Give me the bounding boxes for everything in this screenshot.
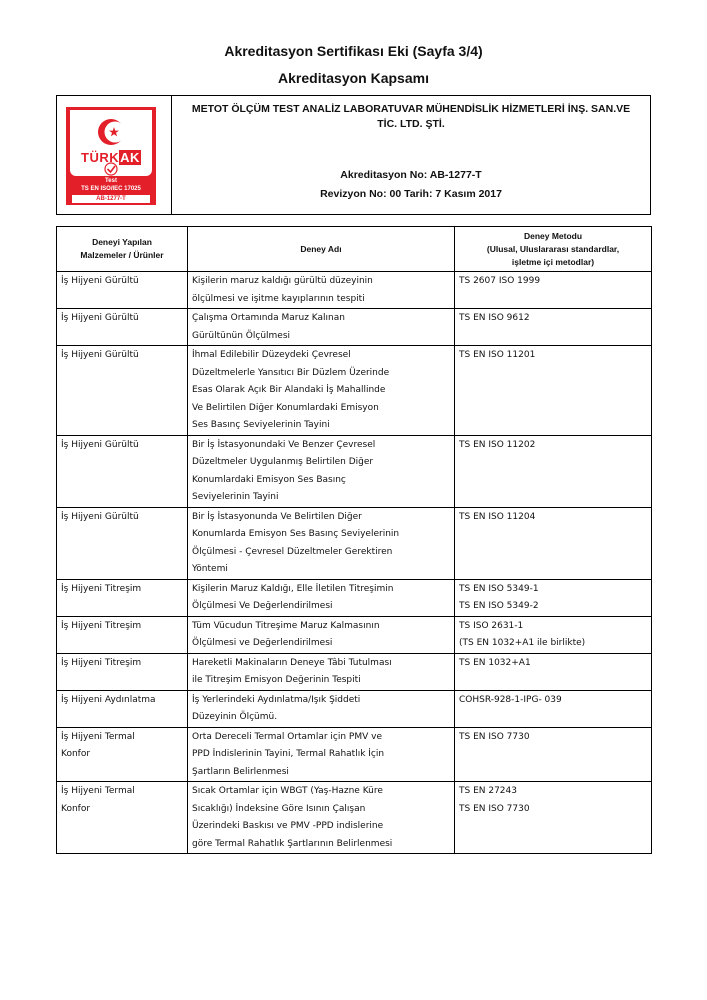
header-test-name: Deney Adı xyxy=(188,227,455,272)
test-name-cell xyxy=(188,653,455,690)
test-name-cell-line: Konumlarda Emisyon Ses Basınç Seviyelerinin xyxy=(192,529,400,539)
material-cell xyxy=(57,346,188,436)
test-name-cell-line: Düzeltmeler Uygulanmış Belirtilen Diğer xyxy=(192,457,374,467)
test-method-cell-line: TS ISO 2631-1 xyxy=(459,620,524,631)
test-name-cell-line: göre Termal Rahatlık Şartlarının Belirlenmesi xyxy=(192,838,393,849)
test-name-cell-line: Yöntemi xyxy=(192,564,228,574)
material-cell-line: İş Hijyeni Titreşim xyxy=(61,620,142,631)
test-name-cell-line: İş Yerlerindeki Aydınlatma/Işık Şiddeti xyxy=(192,694,361,705)
test-method-cell-line: TS EN ISO 11204 xyxy=(459,511,536,522)
material-cell-line: İş Hijyeni Gürültü xyxy=(61,276,139,286)
test-name-cell-line: Sıcaklığı) İndeksine Göre Isının Çalışan xyxy=(192,803,366,814)
test-name-cell xyxy=(188,690,455,727)
table-row xyxy=(57,690,652,727)
logo-cell xyxy=(57,96,172,214)
test-method-cell xyxy=(455,690,652,727)
material-cell-line: İş Hijyeni Termal xyxy=(61,786,135,796)
material-cell xyxy=(57,727,188,782)
test-name-cell-line: Ölçülmesi ve Değerlendirilmesi xyxy=(192,638,333,648)
test-method-cell xyxy=(455,346,652,436)
header-test-method: Deney Metodu (Ulusal, Uluslararası standardlar, işletme içi metodlar) xyxy=(455,227,652,272)
logo-badge xyxy=(70,110,152,176)
test-name-cell-line: Orta Dereceli Termal Ortamlar için PMV ve xyxy=(192,731,382,742)
logo-brand: TÜRKAK xyxy=(81,150,140,165)
test-name-cell-line: Bir İş İstasyonundaki Ve Benzer Çevresel xyxy=(192,439,376,450)
test-method-cell xyxy=(455,616,652,653)
test-name-cell-line: İhmal Edilebilir Düzeydeki Çevresel xyxy=(192,350,351,360)
test-method-cell-line: TS 2607 ISO 1999 xyxy=(459,276,541,286)
table-row xyxy=(57,309,652,346)
logo-line-accreditation: AB-1277-T xyxy=(72,195,150,203)
test-name-cell-line: Kişilerin Maruz Kaldığı, Elle İletilen Titreşimin xyxy=(192,583,394,594)
material-cell-line: İş Hijyeni Gürültü xyxy=(61,313,139,323)
table-row xyxy=(57,653,652,690)
test-name-cell xyxy=(188,309,455,346)
material-cell-line: İş Hijyeni Titreşim xyxy=(61,657,142,668)
test-name-cell-line: Esas Olarak Açık Bir Alandaki İş Mahallinde xyxy=(192,385,386,395)
table-row xyxy=(57,346,652,436)
test-name-cell xyxy=(188,507,455,579)
test-name-cell-line: ile Titreşim Emisyon Değerinin Tespiti xyxy=(192,675,361,685)
test-name-cell-line: Düzeltmelerle Yansıtıcı Bir Düzlem Üzerinde xyxy=(192,367,390,378)
test-name-cell-line: Şartların Belirlenmesi xyxy=(192,766,289,777)
material-cell xyxy=(57,653,188,690)
table-row xyxy=(57,727,652,782)
test-name-cell xyxy=(188,579,455,616)
test-name-cell-line: Sıcak Ortamlar için WBGT (Yaş-Hazne Küre xyxy=(192,786,383,796)
material-cell-line: İş Hijyeni Aydınlatma xyxy=(61,694,156,705)
test-method-cell-line: TS EN ISO 5349-2 xyxy=(459,601,539,611)
logo-line-test: Test xyxy=(105,178,117,184)
test-name-cell-line: Üzerindeki Baskısı ve PMV -PPD indislerine xyxy=(192,821,384,831)
test-name-cell-line: Ölçülmesi Ve Değerlendirilmesi xyxy=(192,601,333,611)
material-cell-line: İş Hijyeni Titreşim xyxy=(61,583,142,594)
material-cell-line: İş Hijyeni Gürültü xyxy=(61,511,139,522)
accreditation-number: Akreditasyon No: AB-1277-T xyxy=(340,169,482,181)
test-name-cell-line: Çalışma Ortamında Maruz Kalınan xyxy=(192,313,345,323)
page-title: Akreditasyon Sertifikası Eki (Sayfa 3/4) xyxy=(224,43,483,59)
test-method-cell-line: (TS EN 1032+A1 ile birlikte) xyxy=(459,638,586,648)
material-cell xyxy=(57,616,188,653)
table-row xyxy=(57,272,652,309)
material-cell-line: Konfor xyxy=(61,749,91,759)
test-name-cell-line: Kişilerin maruz kaldığı gürültü düzeyinin xyxy=(192,276,373,286)
table-row xyxy=(57,616,652,653)
accreditation-scope-table xyxy=(56,226,652,854)
material-cell-line: İş Hijyeni Gürültü xyxy=(61,439,139,450)
company-name: METOT ÖLÇÜM TEST ANALİZ LABORATUVAR MÜHENDİSLİK HİZMETLERİ İNŞ. SAN.VE TİC. LTD. ŞTİ. xyxy=(191,103,631,130)
test-method-cell xyxy=(455,727,652,782)
material-cell-line: İş Hijyeni Gürültü xyxy=(61,350,139,360)
test-name-cell xyxy=(188,435,455,507)
certificate-header xyxy=(56,95,651,215)
test-method-cell-line: TS EN ISO 11202 xyxy=(459,439,536,450)
test-method-cell-line: TS EN ISO 7730 xyxy=(459,731,530,742)
material-cell xyxy=(57,435,188,507)
test-name-cell-line: ölçülmesi ve işitme kayıplarının tespiti xyxy=(192,293,365,304)
test-name-cell xyxy=(188,727,455,782)
test-method-cell xyxy=(455,579,652,616)
crescent-star-icon xyxy=(70,110,152,150)
test-name-cell-line: Konumlardaki Emisyon Ses Basınç xyxy=(192,474,346,485)
test-name-cell-line: Hareketli Makinaların Deneye Tâbi Tutulması xyxy=(192,657,392,668)
test-name-cell xyxy=(188,616,455,653)
test-method-cell xyxy=(455,309,652,346)
test-name-cell xyxy=(188,272,455,309)
test-name-cell-line: Ölçülmesi - Çevresel Düzeltmeler Gerektiren xyxy=(192,546,393,557)
material-cell xyxy=(57,507,188,579)
test-name-cell xyxy=(188,782,455,854)
table-header-row xyxy=(57,227,652,272)
material-cell-line: Konfor xyxy=(61,803,91,814)
test-name-cell-line: Ve Belirtilen Diğer Konumlardaki Emisyon xyxy=(192,402,379,413)
test-name-cell-line: Ses Basınç Seviyelerinin Tayini xyxy=(192,420,330,430)
test-method-cell-line: COHSR-928-1-IPG- 039 xyxy=(459,694,562,705)
test-method-cell-line: TS EN 27243 xyxy=(459,786,517,796)
test-method-cell-line: TS EN ISO 11201 xyxy=(459,350,536,360)
test-name-cell-line: Tüm Vücudun Titreşime Maruz Kalmasının xyxy=(192,620,380,631)
material-cell-line: İş Hijyeni Termal xyxy=(61,731,135,742)
test-method-cell-line: TS EN ISO 5349-1 xyxy=(459,583,539,594)
table-row xyxy=(57,435,652,507)
test-name-cell-line: Bir İş İstasyonunda Ve Belirtilen Diğer xyxy=(192,511,362,522)
page-subtitle: Akreditasyon Kapsamı xyxy=(278,70,429,86)
test-method-cell-line: TS EN ISO 7730 xyxy=(459,803,530,814)
test-method-cell-line: TS EN ISO 9612 xyxy=(459,313,530,323)
table-row xyxy=(57,507,652,579)
test-name-cell-line: Seviyelerinin Tayini xyxy=(192,492,279,502)
material-cell xyxy=(57,690,188,727)
turkak-logo xyxy=(66,107,156,205)
test-name-cell-line: Gürültünün Ölçülmesi xyxy=(192,330,291,341)
test-method-cell xyxy=(455,782,652,854)
material-cell xyxy=(57,782,188,854)
material-cell xyxy=(57,272,188,309)
table-row xyxy=(57,579,652,616)
material-cell xyxy=(57,579,188,616)
test-name-cell-line: Düzeyinin Ölçümü. xyxy=(192,712,278,722)
test-method-cell xyxy=(455,272,652,309)
test-method-cell xyxy=(455,507,652,579)
header-materials: Deneyi Yapılan Malzemeler / Ürünler xyxy=(57,227,188,272)
test-method-cell xyxy=(455,653,652,690)
material-cell xyxy=(57,309,188,346)
revision-info: Revizyon No: 00 Tarih: 7 Kasım 2017 xyxy=(320,188,502,200)
test-name-cell-line: PPD İndislerinin Tayini, Termal Rahatlık İçin xyxy=(192,749,385,759)
test-method-cell-line: TS EN 1032+A1 xyxy=(459,657,531,668)
table-row xyxy=(57,782,652,854)
test-name-cell xyxy=(188,346,455,436)
logo-line-standard: TS EN ISO/IEC 17025 xyxy=(81,186,141,192)
test-method-cell xyxy=(455,435,652,507)
